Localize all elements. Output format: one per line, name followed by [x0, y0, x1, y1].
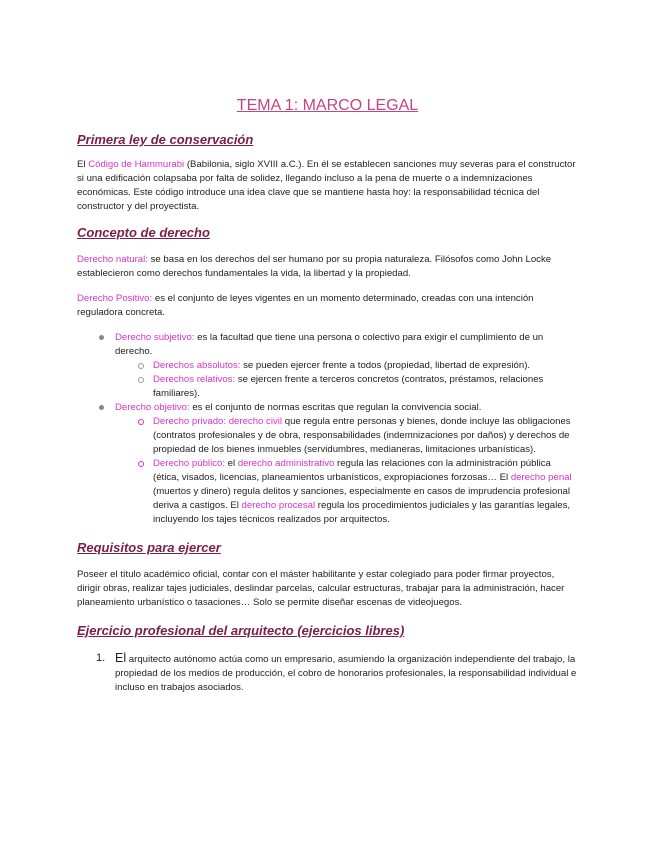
highlight-derecho-natural: Derecho natural: — [77, 254, 148, 265]
text: se basa en los derechos del ser humano por su propia naturaleza. Filósofos como John Locke establecieron como derechos fundamentales la vida, la libertad y la propiedad. — [77, 254, 552, 279]
highlight-derecho-privado: Derecho privado: derecho civil — [153, 416, 283, 427]
highlight-derechos-relativos: Derechos relativos: — [153, 374, 236, 385]
paragraph-derecho-natural — [77, 253, 578, 281]
text: el — [225, 458, 238, 469]
list-item-derecho-objetivo — [115, 401, 578, 527]
ejercicio-list — [77, 651, 578, 695]
text: arquitecto autónomo actúa como un empresario, asumiendo la organización independiente del trabajo, la propiedad de los medios de producción, el cobro de honorarios profesionales, la responsabilidad individual e incluso en trabajos asociados. — [115, 654, 577, 693]
text: El — [115, 651, 127, 665]
sublist-subjetivo — [115, 359, 578, 401]
text: regula los procedimientos judiciales y las garantías legales, incluyendo los tajes técnicos realizados por arquitectos. — [153, 500, 571, 525]
heading-primera-ley: Primera ley de conservación — [77, 132, 254, 147]
text: es el conjunto de normas escritas que regulan la convivencia social. — [189, 402, 482, 413]
page-title: TEMA 1: MARCO LEGAL — [236, 97, 419, 114]
sublist-objetivo — [115, 415, 578, 527]
list-number: 1. — [96, 652, 106, 664]
highlight-derecho-positivo: Derecho Positivo: — [77, 293, 153, 304]
text: (muertos y dinero) regula delitos y sanciones, especialmente en casos de imprudencia profesional deriva a castigos. El — [153, 486, 571, 511]
list-item-derechos-absolutos — [153, 359, 578, 373]
paragraph-hammurabi — [77, 158, 578, 214]
text: se ejercen frente a terceros concretos (contratos, préstamos, relaciones familiares). — [153, 374, 544, 399]
highlight-derecho-publico: Derecho público: — [153, 458, 225, 469]
heading-concepto-derecho: Concepto de derecho — [77, 225, 210, 240]
paragraph-derecho-positivo — [77, 292, 578, 320]
text: se pueden ejercer frente a todos (propiedad, libertad de expresión). — [240, 360, 531, 371]
text: es el conjunto de leyes vigentes en un momento determinado, creadas con una intención reguladora concreta. — [77, 293, 534, 318]
list-item-derecho-subjetivo — [115, 331, 578, 401]
highlight-derecho-administrativo: derecho administrativo — [237, 458, 335, 469]
derechos-list — [77, 331, 578, 527]
list-item-arquitecto-autonomo — [96, 651, 578, 695]
highlight-derecho-penal: derecho penal — [510, 472, 572, 483]
highlight-derechos-absolutos: Derechos absolutos: — [153, 360, 241, 371]
paragraph-requisitos: Poseer el título académico oficial, contar con el máster habilitante y estar colegiado para poder firmar proyectos, dirigir obras, realizar tajes judiciales, deslindar parcelas, calcular estructuras, trabajar para la administración, hacer planeamiento urbanístico o tasaciones… Solo se permite diseñar escenas de videojuegos. — [77, 569, 565, 608]
heading-requisitos: Requisitos para ejercer — [77, 540, 221, 555]
text: (Babilonia, siglo XVIII a.C.). En él se establecen sanciones muy severas para el constructor si una edificación colapsaba por falta de solidez, llegando incluso a la pena de muerte o a indemnizaciones económicas. Este código introduce una idea clave que se mantiene hasta hoy: la responsabilidad técnica del constructor y del proyectista. — [77, 159, 576, 212]
highlight-derecho-procesal: derecho procesal — [241, 500, 316, 511]
text: regula las relaciones con la administración pública (ética, visados, licencias, planeamientos urbanísticos, expropiaciones forzosas… El — [153, 458, 551, 483]
heading-ejercicio-profesional: Ejercicio profesional del arquitecto (ejercicios libres) — [77, 623, 405, 638]
text: es la facultad que tiene una persona o colectivo para exigir el cumplimiento de un derecho. — [115, 332, 544, 357]
highlight-hammurabi: Código de Hammurabi — [88, 159, 185, 170]
text: que regula entre personas y bienes, donde incluye las obligaciones (contratos profesionales y de obra, responsabilidades (indemnizaciones por daños) y derechos de propiedad de los bienes inmuebles (servidumbres, medianeras, limitaciones urbanísticas). — [153, 416, 571, 455]
list-item-derecho-publico — [153, 457, 578, 527]
highlight-derecho-objetivo: Derecho objetivo: — [115, 402, 190, 413]
highlight-derecho-subjetivo: Derecho subjetivo: — [115, 332, 195, 343]
text: El — [77, 159, 89, 170]
list-item-derechos-relativos — [153, 373, 578, 401]
list-item-derecho-privado — [153, 415, 578, 457]
